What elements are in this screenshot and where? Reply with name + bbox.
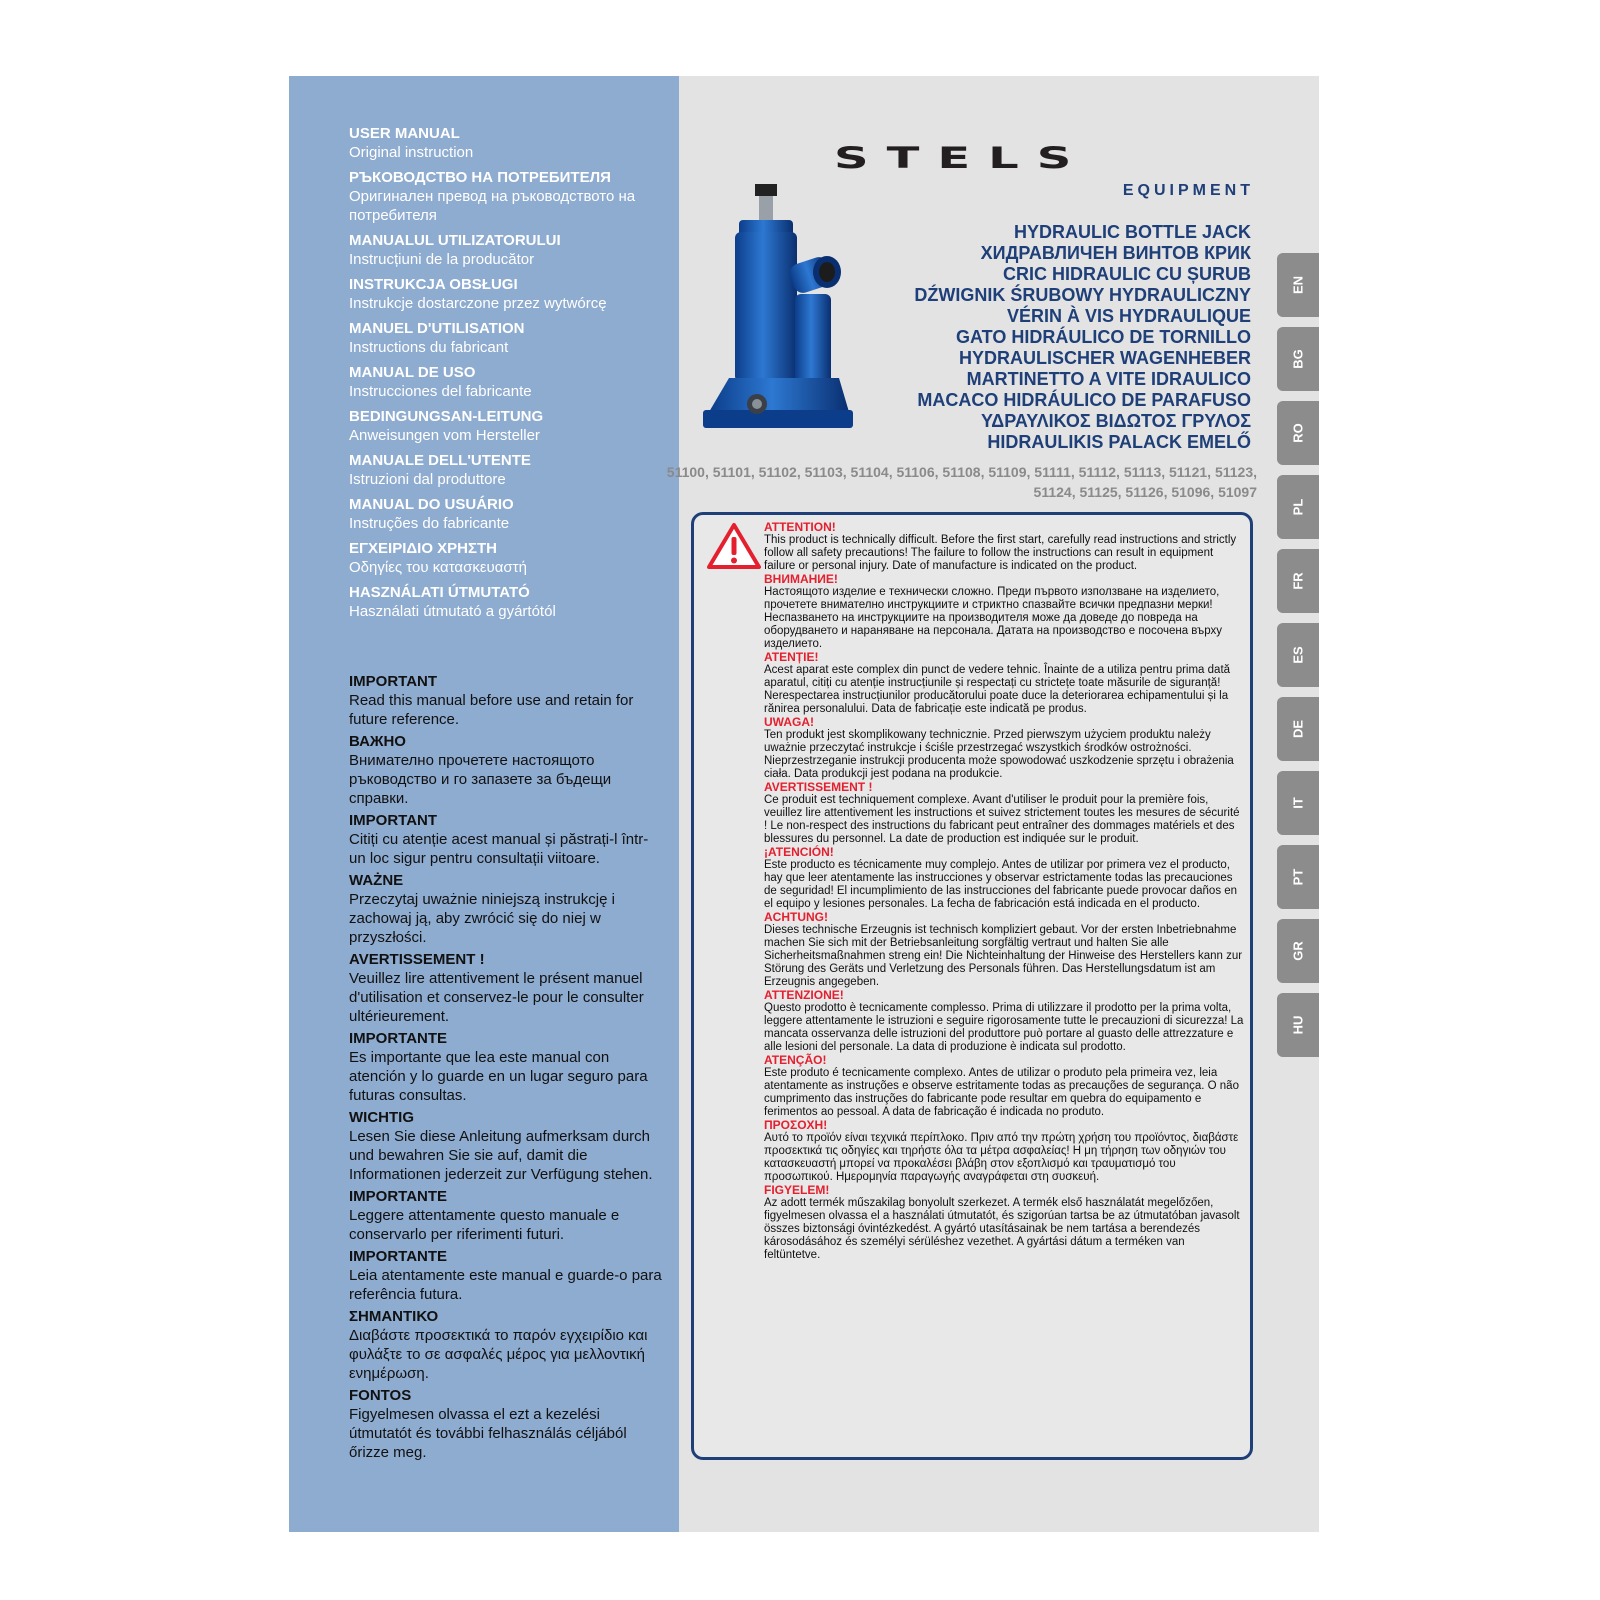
- important-heading: IMPORTANT: [349, 812, 438, 829]
- manual-title-item: [349, 231, 669, 269]
- language-tab-en[interactable]: [1277, 253, 1319, 317]
- warning-item: [764, 716, 1244, 781]
- important-text: Leggere attentamente questo manuale e conservarlo per riferimenti futuri.: [349, 1207, 620, 1243]
- important-note: [349, 1029, 664, 1105]
- language-tab-ro[interactable]: [1277, 401, 1319, 465]
- language-tab-pt[interactable]: [1277, 845, 1319, 909]
- manual-title: MANUALE DELL'UTENTE: [349, 452, 531, 469]
- manual-subtitle: Instruções do fabricante: [349, 515, 510, 532]
- warning-triangle-icon: [706, 521, 762, 571]
- warning-item: [764, 846, 1244, 911]
- language-tab-label: PL: [1290, 498, 1306, 516]
- warning-item: [764, 1184, 1244, 1262]
- important-note: [349, 871, 664, 947]
- product-title: GATO HIDRÁULICO DE TORNILLO: [956, 327, 1251, 347]
- manual-title-item: [349, 583, 669, 621]
- important-text: Read this manual before use and retain for future reference.: [349, 692, 634, 728]
- manual-title: MANUEL D'UTILISATION: [349, 320, 525, 337]
- manual-title-item: [349, 539, 669, 577]
- language-tab-it[interactable]: [1277, 771, 1319, 835]
- language-tab-label: BG: [1290, 349, 1306, 369]
- manual-subtitle: Οδηγίες του κατασκευαστή: [349, 559, 527, 576]
- important-notes-list: [349, 672, 664, 1465]
- language-tab-hu[interactable]: [1277, 993, 1319, 1057]
- warning-item: [764, 651, 1244, 716]
- warning-heading: ВНИМАНИЕ!: [764, 572, 838, 586]
- important-heading: IMPORTANT: [349, 673, 438, 690]
- warning-item: [764, 1054, 1244, 1119]
- warning-item: [764, 521, 1244, 573]
- manual-subtitle: Original instruction: [349, 144, 474, 161]
- warning-heading: ATTENZIONE!: [764, 988, 844, 1002]
- important-text: Veuillez lire attentivement le présent manuel d'utilisation et conservez-le pour le consulter ultérieurement.: [349, 970, 644, 1025]
- manual-title-item: [349, 363, 669, 401]
- important-text: Es importante que lea este manual con atención y lo guarde en un lugar seguro para futuras consultas.: [349, 1049, 648, 1104]
- manual-subtitle: Használati útmutató a gyártótól: [349, 603, 556, 620]
- product-title: HYDRAULIC BOTTLE JACK: [1014, 222, 1251, 242]
- manual-title-item: [349, 451, 669, 489]
- important-heading: ВАЖНО: [349, 733, 406, 750]
- warning-item: [764, 781, 1244, 846]
- product-title: HYDRAULISCHER WAGENHEBER: [958, 348, 1251, 368]
- warning-texts: [764, 521, 1244, 1262]
- model-codes: 51100, 51101, 51102, 51103, 51104, 51106, 51108, 51109, 51111, 51112, 51113, 51121, 51123, 51124, 51125, 51126, 51096, 51097: [666, 464, 1257, 500]
- warning-text: Este producto es técnicamente muy complejo. Antes de utilizar por primera vez el producto, hay que leer atentamente las instrucciones y observar estrictamente todas las precauciones de seguridad! El incumplimiento de las instrucciones del fabricante puede provocar daños en el equipo y lesiones personales. La fecha de fabricación está indicada en el producto.: [764, 859, 1238, 910]
- manual-subtitle: Istruzioni dal produttore: [349, 471, 506, 488]
- warning-item: [764, 911, 1244, 989]
- manual-title: MANUALUL UTILIZATORULUI: [349, 232, 561, 249]
- language-tab-fr[interactable]: [1277, 549, 1319, 613]
- warning-heading: ATENÇÃO!: [764, 1053, 827, 1067]
- manual-title-item: [349, 495, 669, 533]
- important-note: [349, 732, 664, 808]
- warning-heading: FIGYELEM!: [764, 1183, 830, 1197]
- warning-heading: ACHTUNG!: [764, 910, 828, 924]
- warning-heading: ¡ATENCIÓN!: [764, 845, 834, 859]
- warning-text: Αυτό το προϊόν είναι τεχνικά περίπλοκο. Πριν από την πρώτη χρήση του προϊόντος, διαβάστε προσεκτικά τις οδηγίες και τηρήστε όλα τα μέτρα ασφαλείας! Η μη τήρηση των οδηγιών του κατασκευαστή μπορεί να προκαλέσει βλάβη στον εξοπλισμό και τραυματισμό του προσωπικού. Ημερομηνία παραγωγής αναγράφεται στη συσκευή.: [764, 1132, 1239, 1183]
- manual-title-item: [349, 124, 669, 162]
- important-heading: AVERTISSEMENT !: [349, 951, 485, 968]
- brand-name: STELS: [834, 140, 1090, 176]
- manual-title-item: [349, 407, 669, 445]
- manual-titles-list: [349, 124, 669, 627]
- warning-text: Dieses technische Erzeugnis ist technisch kompliziert gebaut. Vor der ersten Inbetriebnahme machen Sie sich mit der Betriebsanleitung sorgfältig vertraut und halten Sie alle Sicherheitsmaßnahmen streng ein! Die Nichteinhaltung der Hinweise des Herstellers kann zur Störung des Geräts und Verletzung des Personals führen. Das Herstellungsdatum ist am Erzeugnis angegeben.: [764, 924, 1243, 988]
- warning-text: Ce produit est techniquement complexe. Avant d'utiliser le produit pour la première fois, veuillez lire attentivement les instructions et suivez strictement toutes les mesures de sécurité ! Le non-respect des instructions du fabricant peut entraîner des dommages matériels et des blessures du personnel. La date de production est indiquée sur le produit.: [764, 794, 1240, 845]
- manual-title: HASZNÁLATI ÚTMUTATÓ: [349, 584, 530, 601]
- warning-text: Questo prodotto è tecnicamente complesso. Prima di utilizzare il prodotto per la prima volta, leggere attentamente le istruzioni e seguire rigorosamente tutte le precauzioni di sicurezza! La mancata osservanza delle istruzioni del produttore può portare al guasto delle attrezzature e alle lesioni del personale. La data di produzione è indicata sul prodotto.: [764, 1002, 1244, 1053]
- brand-subtitle: EQUIPMENT: [1122, 182, 1254, 199]
- manual-subtitle: Instructions du fabricant: [349, 339, 509, 356]
- language-tab-bg[interactable]: [1277, 327, 1319, 391]
- manual-subtitle: Instrukcje dostarczone przez wytwórcę: [349, 295, 607, 312]
- safety-warning-box: [691, 512, 1253, 1460]
- manual-title: РЪКОВОДСТВО НА ПОТРЕБИТЕЛЯ: [349, 169, 611, 186]
- manual-title: ΕΓΧΕΙΡΙΔΙΟ ΧΡΗΣΤΗ: [349, 540, 497, 557]
- language-tab-pl[interactable]: [1277, 475, 1319, 539]
- important-heading: ΣΗΜΑΝΤΙΚΟ: [349, 1308, 439, 1325]
- product-titles: [731, 222, 1251, 453]
- important-note: [349, 1307, 664, 1383]
- language-tab-label: IT: [1290, 797, 1306, 809]
- warning-heading: ΠΡΟΣΟΧΗ!: [764, 1118, 828, 1132]
- warning-text: Acest aparat este complex din punct de vedere tehnic. Înainte de a utiliza pentru prima dată aparatul, citiți cu atenție instrucțiunile și respectați cu strictețe toate măsurile de siguranță! Nerespectarea instrucțiunilor producătorului poate duce la deteriorarea echipamentului și la rănirea personalului. Data de fabricație este indicată pe produs.: [764, 664, 1231, 715]
- important-text: Внимателно прочетете настоящото ръководство и го запазете за бъдещи справки.: [349, 752, 612, 807]
- warning-heading: UWAGA!: [764, 715, 814, 729]
- product-title: DŹWIGNIK ŚRUBOWY HYDRAULICZNY: [914, 285, 1251, 305]
- language-tab-label: FR: [1290, 572, 1306, 590]
- language-tab-label: EN: [1290, 275, 1306, 295]
- manual-subtitle: Instrucțiuni de la producător: [349, 251, 535, 268]
- manual-title: MANUAL DO USUÁRIO: [349, 496, 514, 513]
- warning-item: [764, 573, 1244, 651]
- important-note: [349, 1386, 664, 1462]
- warning-text: Ten produkt jest skomplikowany technicznie. Przed pierwszym użyciem produktu należy uważnie przeczytać instrukcje i ściśle przestrzegać wszystkich środków ostrożności. Nieprzestrzeganie instrukcji producenta może spowodować uszkodzenie sprzętu i obrażenia ciała. Data produkcji jest podana na produkcie.: [764, 729, 1234, 780]
- important-note: [349, 1187, 664, 1244]
- language-tab-de[interactable]: [1277, 697, 1319, 761]
- manual-title-item: [349, 275, 669, 313]
- warning-text: Настоящото изделие е технически сложно. Преди първото използване на изделието, прочетете внимателно инструкциите и стриктно спазвайте всички предпазни мерки! Неспазването на инструкциите на производителя може да доведе до повреда на оборудването и нараняване на персонала. Датата на производство е посочена върху изделието.: [764, 586, 1222, 650]
- manual-subtitle: Оригинален превод на ръководството на потребителя: [349, 188, 636, 224]
- language-tab-es[interactable]: [1277, 623, 1319, 687]
- important-note: [349, 672, 664, 729]
- left-panel: [289, 76, 679, 1532]
- language-tab-label: GR: [1290, 941, 1306, 961]
- language-tab-label: HU: [1290, 1015, 1306, 1035]
- manual-title: INSTRUKCJA OBSŁUGI: [349, 276, 518, 293]
- product-title: MACACO HIDRÁULICO DE PARAFUSO: [917, 390, 1251, 410]
- language-tab-label: ES: [1290, 646, 1306, 664]
- warning-heading: ATTENTION!: [764, 520, 836, 534]
- manual-title: USER MANUAL: [349, 125, 460, 142]
- important-text: Lesen Sie diese Anleitung aufmerksam durch und bewahren Sie sie auf, damit die Informationen jederzeit zur Verfügung stehen.: [349, 1128, 653, 1183]
- manual-title-item: [349, 168, 669, 225]
- manual-title: MANUAL DE USO: [349, 364, 476, 381]
- manual-title-item: [349, 319, 669, 357]
- important-note: [349, 1247, 664, 1304]
- warning-item: [764, 1119, 1244, 1184]
- product-title: ΥΔΡΑΥΛΙΚΟΣ ΒΙΔΩΤΟΣ ΓΡΥΛΟΣ: [980, 411, 1251, 431]
- warning-item: [764, 989, 1244, 1054]
- language-tab-gr[interactable]: [1277, 919, 1319, 983]
- important-text: Przeczytaj uważnie niniejszą instrukcję i zachowaj ją, aby zwrócić się do niej w przyszłości.: [349, 891, 615, 946]
- important-text: Figyelmesen olvassa el ezt a kezelési útmutatót és további felhasználás céljából őrizze meg.: [349, 1406, 627, 1461]
- language-tab-label: PT: [1290, 868, 1306, 886]
- important-heading: IMPORTANTE: [349, 1248, 448, 1265]
- warning-text: Az adott termék műszakilag bonyolult szerkezet. A termék első használatát megelőzően, figyelmesen olvassa el a használati útmutatót, és szigorúan tartsa be az útmutatóban javasolt összes biztonsági óvintézkedést. A gyártó utasításainak be nem tartása a berendezés károsodásához és személyi sérüléshez vezethet. A gyártási dátum a terméken van feltüntetve.: [764, 1197, 1240, 1261]
- important-note: [349, 950, 664, 1026]
- language-tabs: [1277, 253, 1319, 1067]
- manual-cover: [289, 76, 1319, 1532]
- important-heading: IMPORTANTE: [349, 1030, 448, 1047]
- warning-text: Este produto é tecnicamente complexo. Antes de utilizar o produto pela primeira vez, leia atentamente as instruções e observe estritamente todas as precauções de segurança. O não cumprimento das instruções do fabricante pode resultar em quebra do equipamento e ferimentos ao pessoal. A data de fabricação é indicada no produto.: [764, 1067, 1239, 1118]
- manual-subtitle: Instrucciones del fabricante: [349, 383, 532, 400]
- warning-text: This product is technically difficult. Before the first start, carefully read instructions and strictly follow all safety precautions! The failure to follow the instructions can result in equipment failure or personal injury. Date of manufacture is indicated on the product.: [764, 534, 1237, 572]
- important-text: Leia atentamente este manual e guarde-o para referência futura.: [349, 1267, 662, 1303]
- manual-subtitle: Anweisungen vom Hersteller: [349, 427, 540, 444]
- product-title: ХИДРАВЛИЧЕН ВИНТОВ КРИК: [980, 243, 1251, 263]
- warning-heading: AVERTISSEMENT !: [764, 780, 873, 794]
- warning-heading: ATENȚIE!: [764, 650, 819, 664]
- important-heading: WICHTIG: [349, 1109, 414, 1126]
- important-heading: IMPORTANTE: [349, 1188, 448, 1205]
- language-tab-label: RO: [1290, 423, 1306, 443]
- important-note: [349, 1108, 664, 1184]
- manual-title: BEDINGUNGSAN-LEITUNG: [349, 408, 544, 425]
- important-heading: WAŻNE: [349, 872, 404, 889]
- important-heading: FONTOS: [349, 1387, 412, 1404]
- language-tab-label: DE: [1290, 719, 1306, 739]
- product-title: CRIC HIDRAULIC CU ȘURUB: [1003, 264, 1251, 284]
- important-note: [349, 811, 664, 868]
- important-text: Διαβάστε προσεκτικά το παρόν εγχειρίδιο και φυλάξτε το σε ασφαλές μέρος για μελλοντική ενημέρωση.: [349, 1327, 648, 1382]
- product-title: HIDRAULIKIS PALACK EMELŐ: [987, 432, 1251, 452]
- product-title: MARTINETTO A VITE IDRAULICO: [966, 369, 1251, 389]
- product-title: VÉRIN À VIS HYDRAULIQUE: [1006, 306, 1251, 326]
- important-text: Citiți cu atenție acest manual și păstrați-l într-un loc sigur pentru consultații viitoare.: [349, 831, 649, 867]
- brand-logo: [834, 142, 1254, 212]
